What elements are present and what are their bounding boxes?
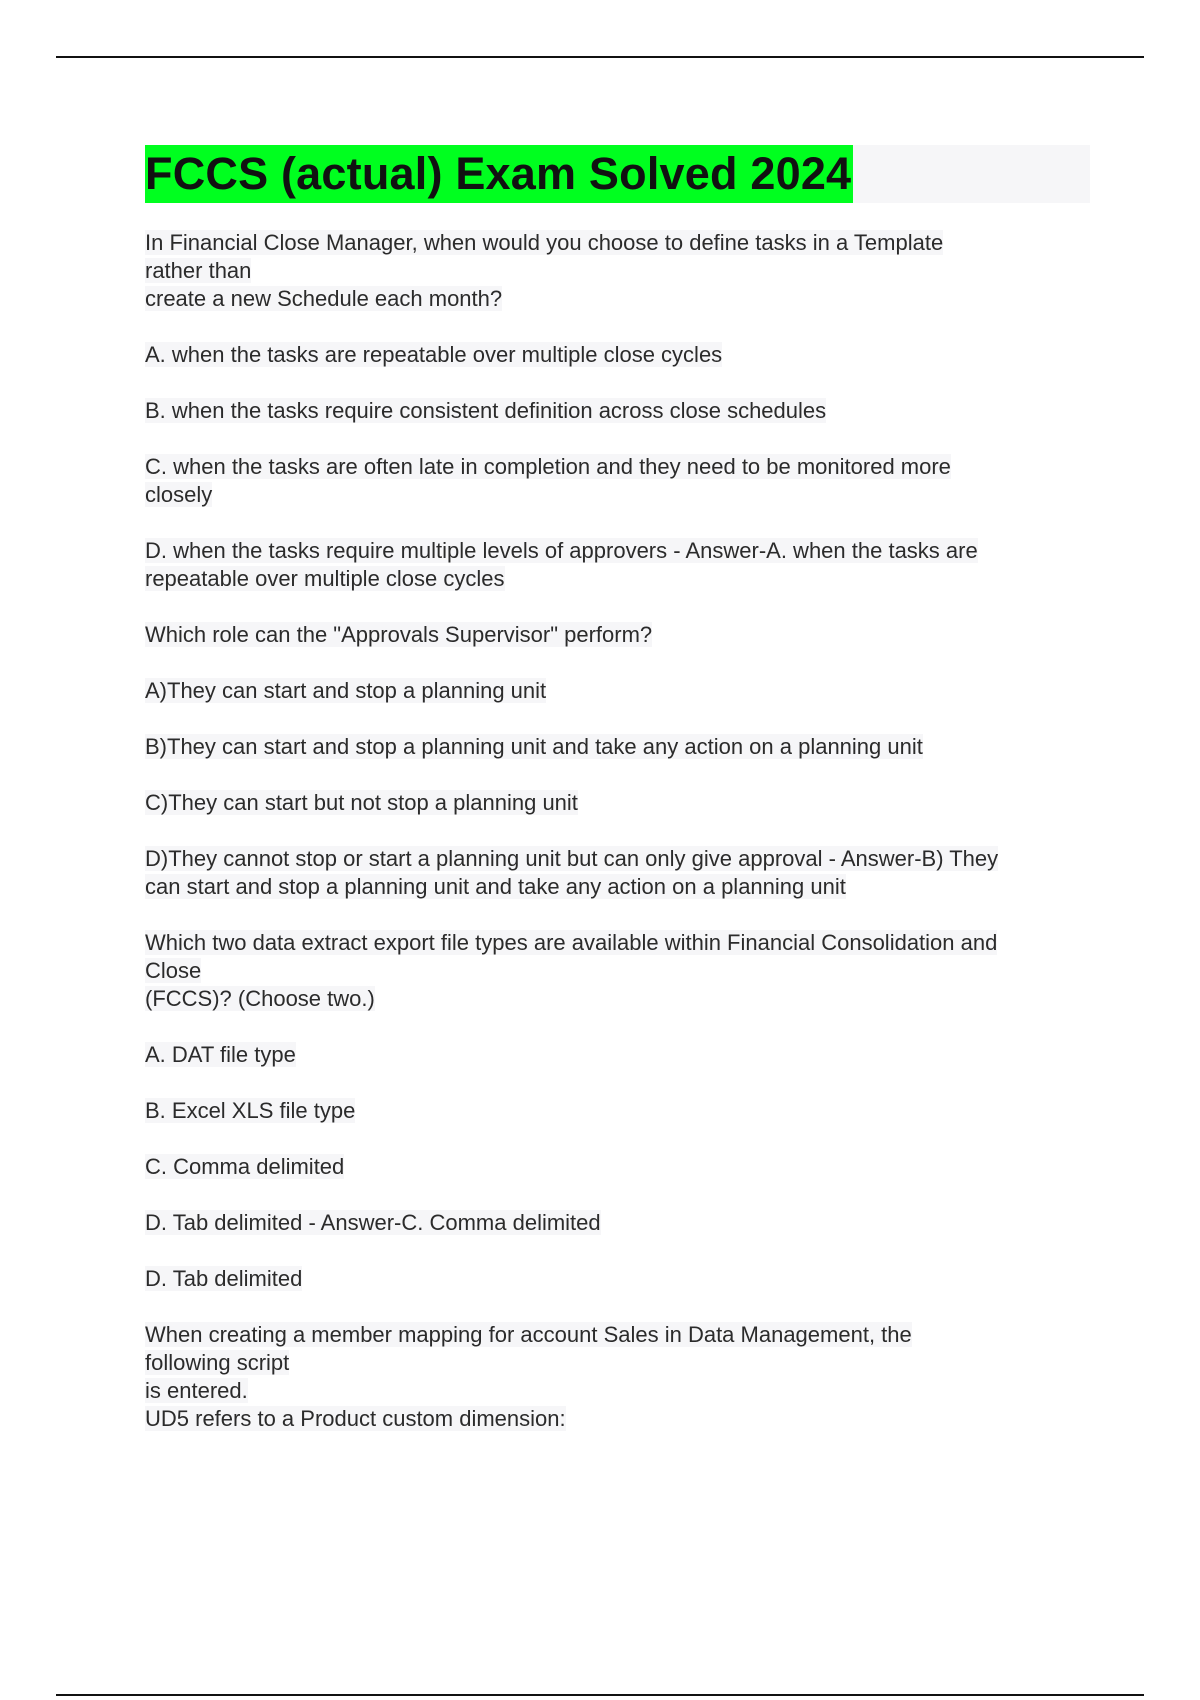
- text-line: D)They cannot stop or start a planning unit but can only give approval - Answer-B) They: [145, 846, 999, 871]
- text-line: C. when the tasks are often late in completion and they need to be monitored more: [145, 454, 951, 479]
- text-line: A. when the tasks are repeatable over multiple close cycles: [145, 342, 723, 367]
- text-line: rather than: [145, 258, 252, 283]
- text-line: closely: [145, 482, 213, 507]
- text-paragraph: [145, 929, 1090, 1013]
- text-paragraph: [145, 621, 1090, 649]
- header-rule: [56, 56, 1144, 58]
- text-line: B)They can start and stop a planning unit and take any action on a planning unit: [145, 734, 923, 759]
- text-line: repeatable over multiple close cycles: [145, 566, 505, 591]
- text-paragraph: [145, 1041, 1090, 1069]
- text-line: C)They can start but not stop a planning unit: [145, 790, 578, 815]
- text-paragraph: [145, 733, 1090, 761]
- page-title: FCCS (actual) Exam Solved 2024: [145, 145, 853, 203]
- text-line: D. Tab delimited: [145, 1266, 303, 1291]
- text-line: B. when the tasks require consistent definition across close schedules: [145, 398, 827, 423]
- text-line: When creating a member mapping for account Sales in Data Management, the: [145, 1322, 912, 1347]
- text-line: D. Tab delimited - Answer-C. Comma delimited: [145, 1210, 601, 1235]
- text-line: In Financial Close Manager, when would you choose to define tasks in a Template: [145, 230, 944, 255]
- text-line: is entered.: [145, 1378, 248, 1403]
- text-line: UD5 refers to a Product custom dimension:: [145, 1406, 566, 1431]
- text-paragraph: [145, 453, 1090, 509]
- title-bar: [145, 145, 1090, 203]
- document-body: [145, 145, 1090, 1461]
- text-paragraph: [145, 229, 1090, 313]
- text-line: create a new Schedule each month?: [145, 286, 503, 311]
- text-line: B. Excel XLS file type: [145, 1098, 356, 1123]
- text-paragraph: [145, 1321, 1090, 1433]
- text-paragraph: [145, 1265, 1090, 1293]
- question-list: [145, 229, 1090, 1433]
- text-line: D. when the tasks require multiple levels of approvers - Answer-A. when the tasks are: [145, 538, 978, 563]
- text-paragraph: [145, 1097, 1090, 1125]
- text-line: A. DAT file type: [145, 1042, 296, 1067]
- text-paragraph: [145, 677, 1090, 705]
- text-paragraph: [145, 789, 1090, 817]
- text-line: Which role can the "Approvals Supervisor" perform?: [145, 622, 653, 647]
- text-line: (FCCS)? (Choose two.): [145, 986, 375, 1011]
- text-paragraph: [145, 1209, 1090, 1237]
- text-line: Which two data extract export file types are available within Financial Consolidation and: [145, 930, 998, 955]
- text-line: C. Comma delimited: [145, 1154, 345, 1179]
- footer-rule: [56, 1694, 1144, 1696]
- text-paragraph: [145, 397, 1090, 425]
- text-line: following script: [145, 1350, 290, 1375]
- text-paragraph: [145, 845, 1090, 901]
- text-paragraph: [145, 341, 1090, 369]
- text-line: can start and stop a planning unit and take any action on a planning unit: [145, 874, 846, 899]
- text-line: A)They can start and stop a planning unit: [145, 678, 547, 703]
- text-paragraph: [145, 537, 1090, 593]
- text-paragraph: [145, 1153, 1090, 1181]
- text-line: Close: [145, 958, 202, 983]
